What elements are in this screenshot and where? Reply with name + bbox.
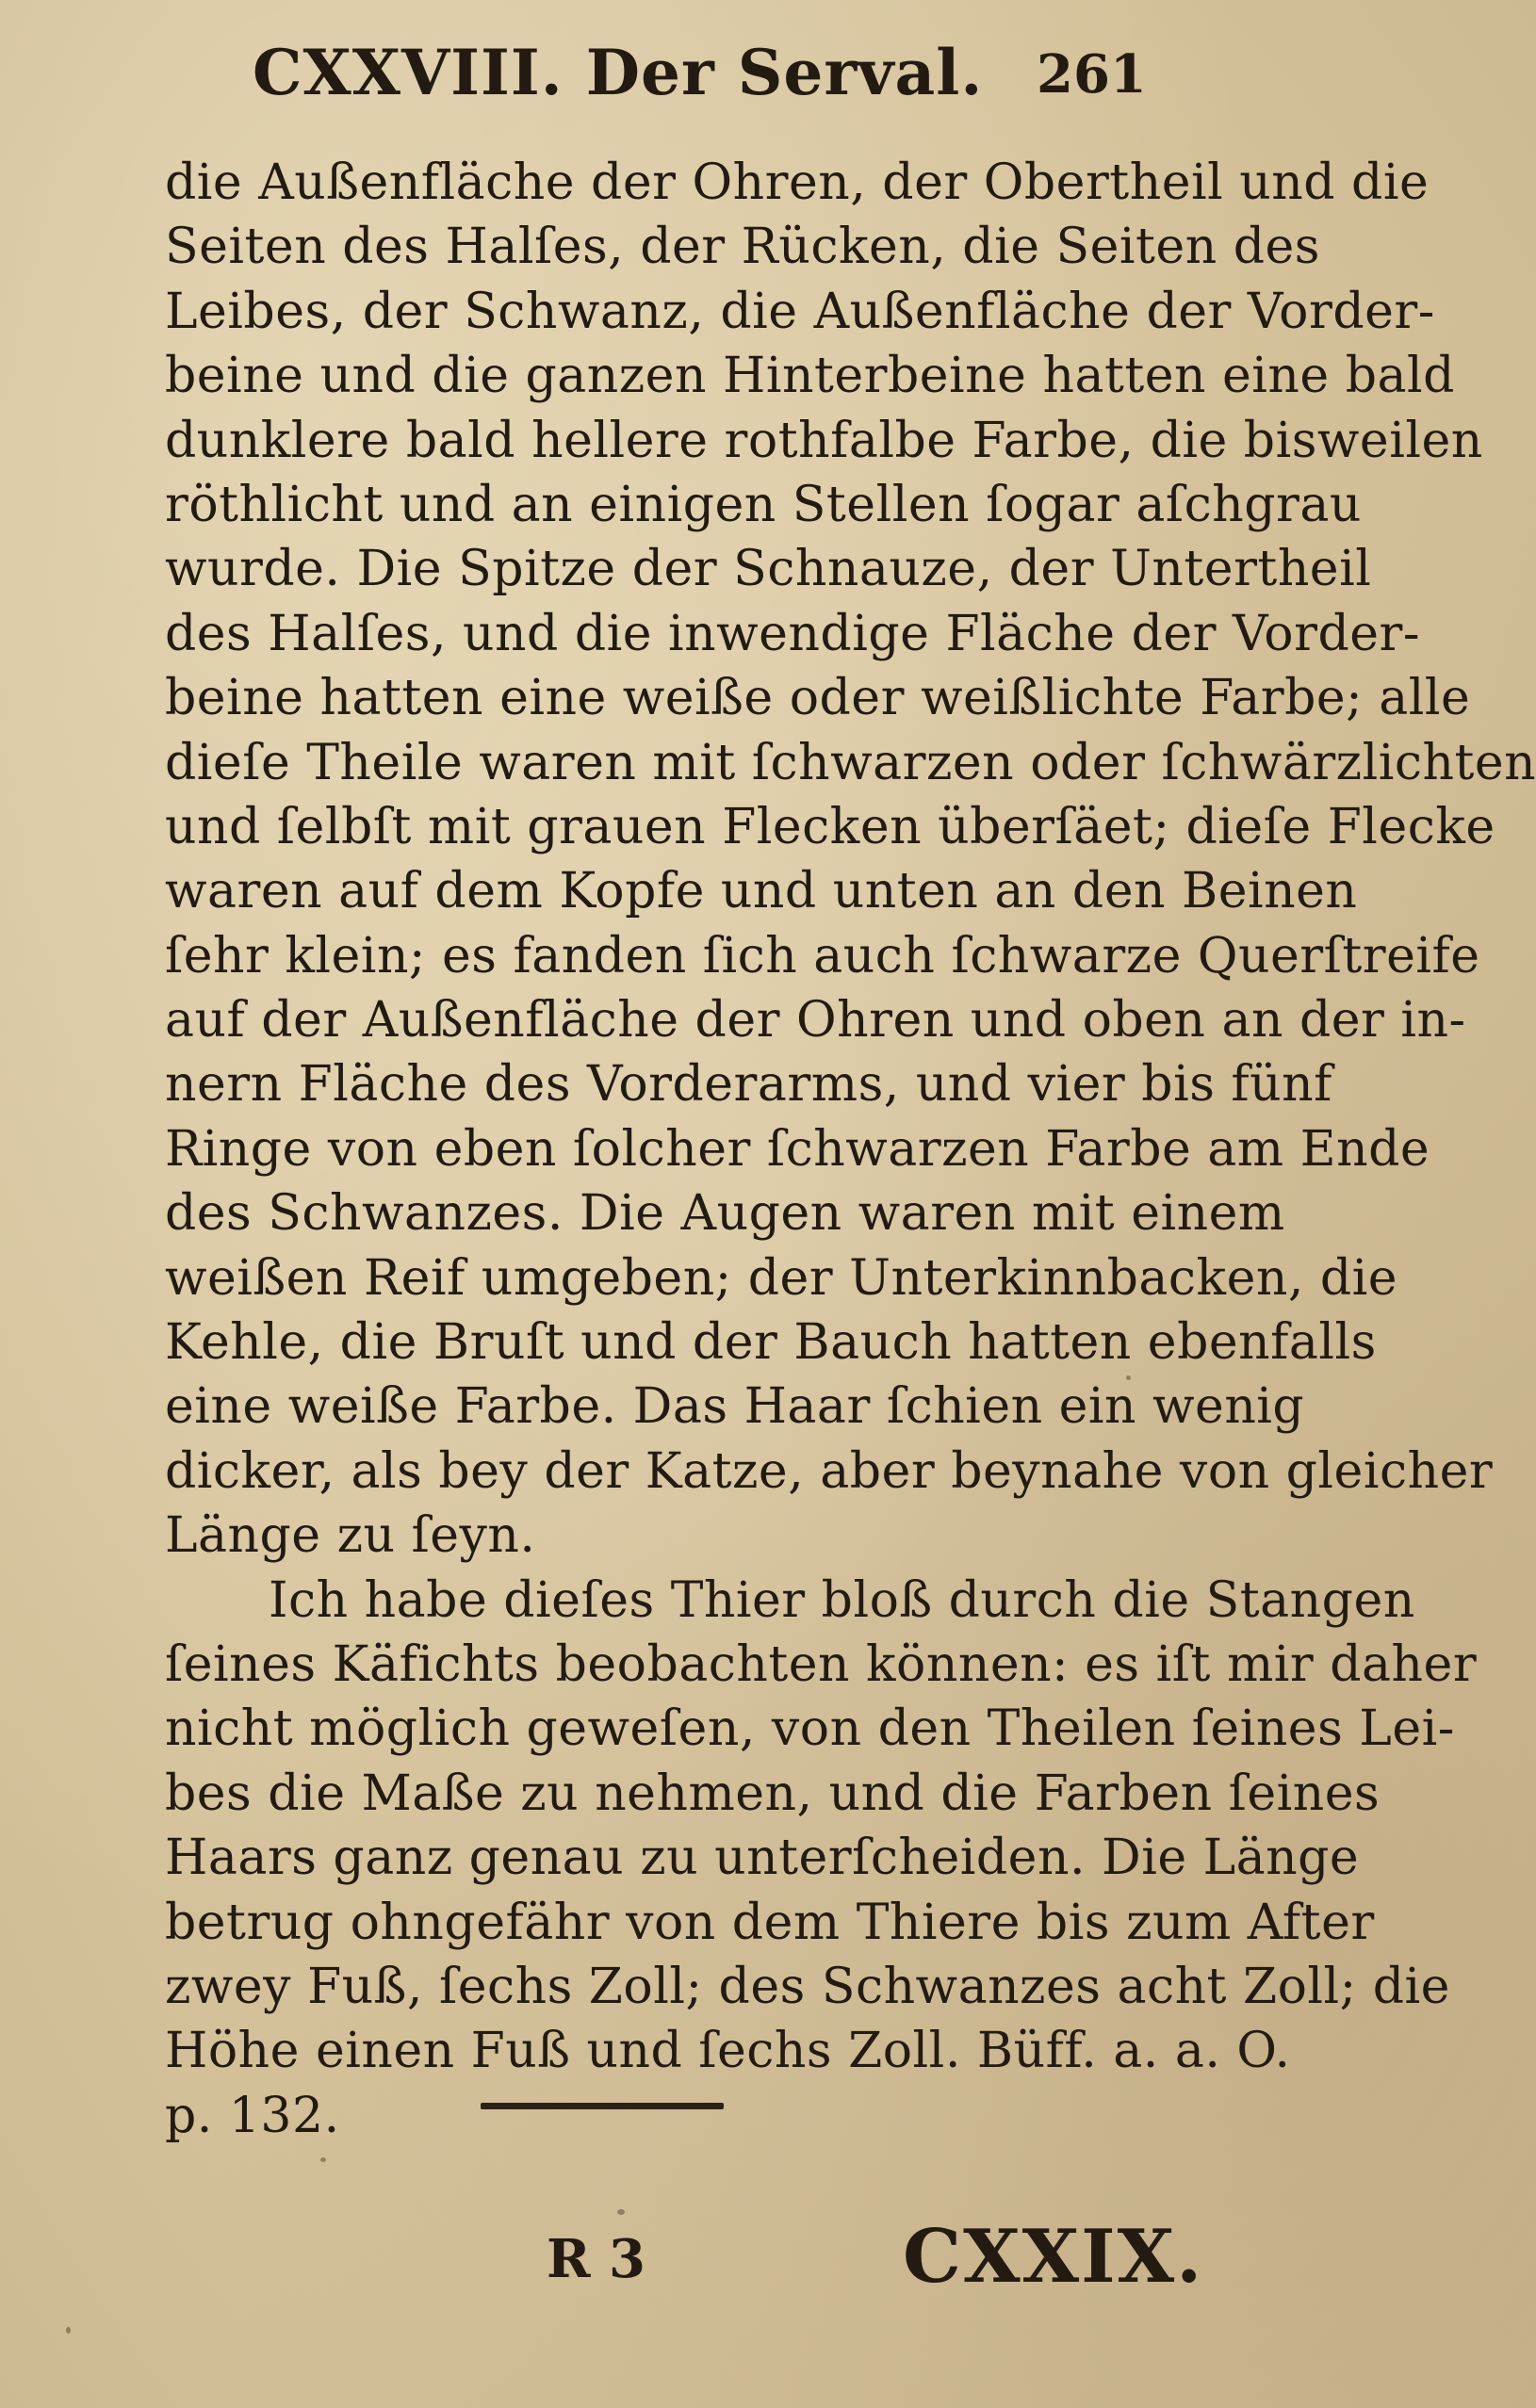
text-line: nicht möglich geweſen, von den Theilen ſeines Lei- [165,1700,1455,1758]
text-line: bes die Maße zu nehmen, und die Farben ſeines [165,1765,1381,1822]
text-line: des Schwanzes. Die Augen waren mit einem [165,1185,1285,1243]
text-line: dieſe Theile waren mit ſchwarzen oder ſchwärzlichten [165,734,1536,791]
text-line: Höhe einen Fuß und ſechs Zoll. Büff. a. a. O. [165,2023,1291,2080]
text-line: Leibes, der Schwanz, die Außenfläche der Vorder- [165,283,1435,340]
paragraph-first-line: Ich habe dieſes Thier bloß durch die Stangen [269,1571,1415,1629]
text-line: dicker, als bey der Katze, aber beynahe von gleicher [165,1442,1494,1500]
text-line: nern Fläche des Vorderarms, und vier bis fünf [165,1056,1332,1114]
text-line: die Außenfläche der Ohren, der Obertheil und die [165,155,1430,211]
text-line: Kehle, die Bruſt und der Bauch hatten ebenfalls [165,1314,1377,1372]
text-line: weißen Reif umgeben; der Unterkinnbacken, die [165,1249,1398,1307]
section-divider-rule [481,2103,724,2109]
text-line: und ſelbſt mit grauen Flecken überſäet; dieſe Flecke [165,798,1495,855]
catchword: CXXIX. [903,2214,1204,2300]
signature-mark: R 3 [547,2228,645,2290]
text-line: Länge zu ſeyn. [165,1507,536,1565]
paper-speck [66,2327,71,2334]
text-line: Ringe von eben ſolcher ſchwarzen Farbe am Ende [165,1120,1430,1178]
text-line: des Halſes, und die inwendige Fläche der Vorder- [165,605,1420,662]
text-line: zwey Fuß, ſechs Zoll; des Schwanzes acht Zoll; die [165,1958,1450,2015]
text-line: dunklere bald hellere rothfalbe Farbe, die bisweilen [165,412,1483,469]
text-line: beine und die ganzen Hinterbeine hatten eine bald [165,348,1455,405]
paper-speck [1126,1375,1131,1380]
text-line: ſehr klein; es fanden ſich auch ſchwarze Querſtreife [165,927,1480,984]
paper-speck [617,2209,625,2215]
text-line: betrug ohngefähr von dem Thiere bis zum After [165,1894,1375,1951]
text-line: beine hatten eine weiße oder weißlichte Farbe; alle [165,670,1471,727]
text-line: ſeines Käfichts beobachten können: es iſt mir daher [165,1635,1478,1693]
text-line: Seiten des Halſes, der Rücken, die Seiten des [165,219,1320,276]
paper-speck [320,2157,326,2162]
text-line: Haars ganz genau zu unterſcheiden. Die Länge [165,1830,1360,1887]
text-line: eine weiße Farbe. Das Haar ſchien ein wenig [165,1378,1305,1436]
text-line: auf der Außenfläche der Ohren und oben an der in- [165,992,1466,1049]
running-head [0,36,1225,121]
page-number: 261 [1037,43,1147,106]
chapter-title: CXXVIII. Der Serval. [253,36,984,109]
text-line: waren auf dem Kopfe und unten an den Beinen [165,863,1358,920]
text-line: p. 132. [165,2087,340,2144]
body-text [165,151,1536,2148]
text-line: wurde. Die Spitze der Schnauze, der Untertheil [165,541,1372,598]
text-line: röthlicht und an einigen Stellen ſogar aſchgrau [165,476,1362,533]
